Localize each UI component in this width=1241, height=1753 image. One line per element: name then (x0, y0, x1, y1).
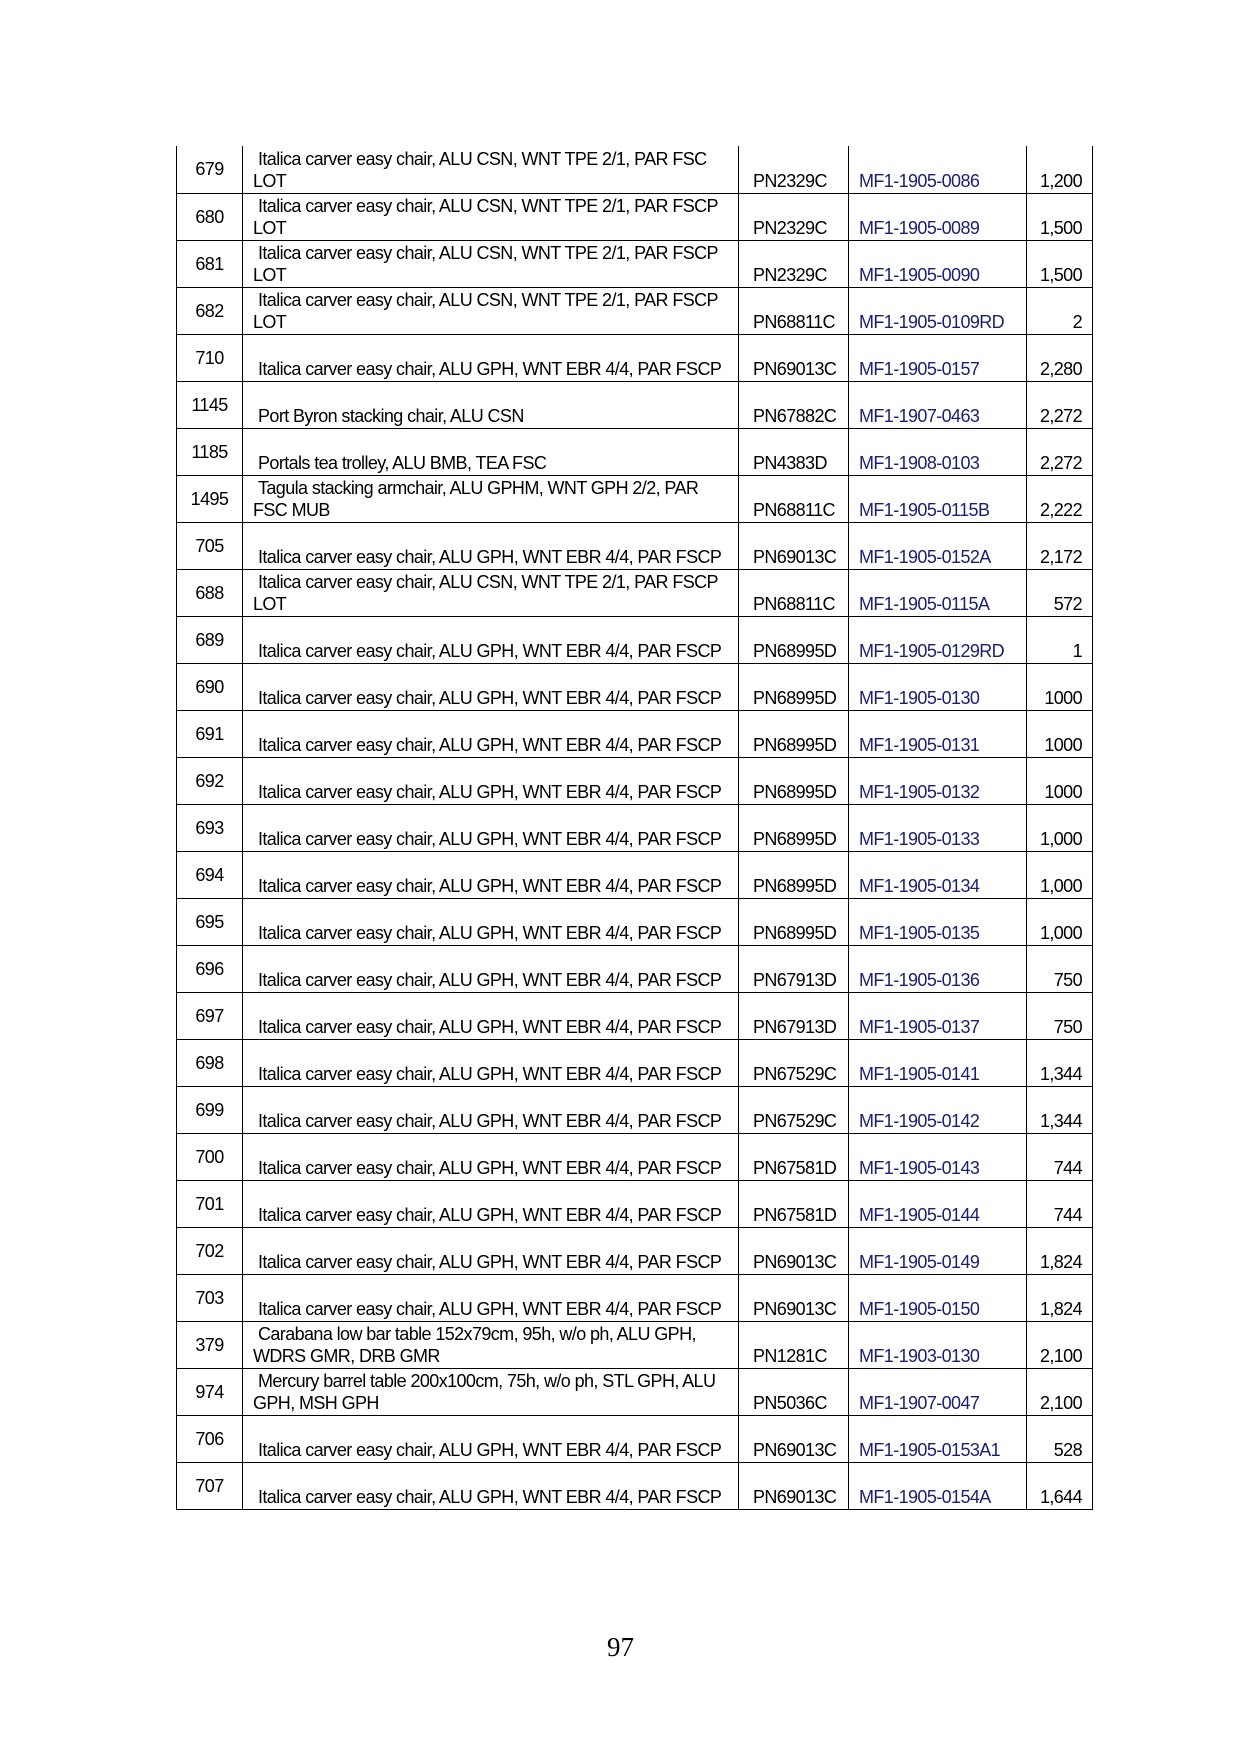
pn-code-cell: PN2329C (739, 193, 849, 240)
pn-code-cell: PN68995D (739, 851, 849, 898)
description-cell: Italica carver easy chair, ALU GPH, WNT EBR 4/4, PAR FSCP (243, 1227, 739, 1274)
quantity-cell: 1000 (1027, 757, 1093, 804)
item-number-cell: 1185 (177, 428, 243, 475)
quantity-cell: 1000 (1027, 663, 1093, 710)
quantity-cell: 1,000 (1027, 804, 1093, 851)
reference-code-cell: MF1-1905-0089 (849, 193, 1027, 240)
pn-code-cell: PN2329C (739, 146, 849, 193)
item-number-cell: 706 (177, 1415, 243, 1462)
table-row (177, 569, 1093, 616)
table-row (177, 757, 1093, 804)
reference-code-cell: MF1-1905-0144 (849, 1180, 1027, 1227)
quantity-cell: 2 (1027, 287, 1093, 334)
item-number-cell: 707 (177, 1462, 243, 1509)
table-row (177, 1415, 1093, 1462)
quantity-cell: 1,200 (1027, 146, 1093, 193)
description-cell: Italica carver easy chair, ALU GPH, WNT EBR 4/4, PAR FSCP (243, 710, 739, 757)
pn-code-cell: PN68995D (739, 898, 849, 945)
table-row (177, 522, 1093, 569)
description-cell: Italica carver easy chair, ALU GPH, WNT EBR 4/4, PAR FSCP (243, 804, 739, 851)
page-number: 97 (607, 1632, 634, 1662)
reference-code-cell: MF1-1905-0137 (849, 992, 1027, 1039)
item-number-cell: 710 (177, 334, 243, 381)
reference-code-cell: MF1-1905-0133 (849, 804, 1027, 851)
reference-code-cell: MF1-1905-0157 (849, 334, 1027, 381)
table-row (177, 1086, 1093, 1133)
quantity-cell: 2,272 (1027, 381, 1093, 428)
description-cell: Italica carver easy chair, ALU CSN, WNT TPE 2/1, PAR FSCP LOT (243, 287, 739, 334)
reference-code-cell: MF1-1905-0136 (849, 945, 1027, 992)
reference-code-cell: MF1-1905-0154A (849, 1462, 1027, 1509)
items-table-container (176, 146, 1092, 1510)
item-number-cell: 689 (177, 616, 243, 663)
table-row (177, 710, 1093, 757)
pn-code-cell: PN68811C (739, 475, 849, 522)
item-number-cell: 690 (177, 663, 243, 710)
table-row (177, 428, 1093, 475)
table-row (177, 381, 1093, 428)
pn-code-cell: PN69013C (739, 1462, 849, 1509)
table-row (177, 240, 1093, 287)
item-number-cell: 701 (177, 1180, 243, 1227)
item-number-cell: 705 (177, 522, 243, 569)
description-cell: Italica carver easy chair, ALU GPH, WNT EBR 4/4, PAR FSCP (243, 945, 739, 992)
description-cell: Italica carver easy chair, ALU GPH, WNT EBR 4/4, PAR FSCP (243, 992, 739, 1039)
table-row (177, 475, 1093, 522)
table-row (177, 1133, 1093, 1180)
item-number-cell: 688 (177, 569, 243, 616)
pn-code-cell: PN67913D (739, 992, 849, 1039)
items-table (176, 146, 1093, 1510)
pn-code-cell: PN67529C (739, 1039, 849, 1086)
description-cell: Italica carver easy chair, ALU GPH, WNT EBR 4/4, PAR FSCP (243, 663, 739, 710)
reference-code-cell: MF1-1905-0130 (849, 663, 1027, 710)
table-row (177, 804, 1093, 851)
quantity-cell: 1,344 (1027, 1039, 1093, 1086)
table-row (177, 945, 1093, 992)
pn-code-cell: PN68811C (739, 569, 849, 616)
pn-code-cell: PN68995D (739, 757, 849, 804)
quantity-cell: 750 (1027, 992, 1093, 1039)
pn-code-cell: PN69013C (739, 522, 849, 569)
item-number-cell: 680 (177, 193, 243, 240)
pn-code-cell: PN67581D (739, 1180, 849, 1227)
item-number-cell: 699 (177, 1086, 243, 1133)
pn-code-cell: PN69013C (739, 1227, 849, 1274)
reference-code-cell: MF1-1905-0142 (849, 1086, 1027, 1133)
quantity-cell: 1,000 (1027, 898, 1093, 945)
item-number-cell: 379 (177, 1321, 243, 1368)
quantity-cell: 1 (1027, 616, 1093, 663)
item-number-cell: 700 (177, 1133, 243, 1180)
reference-code-cell: MF1-1905-0141 (849, 1039, 1027, 1086)
description-cell: Italica carver easy chair, ALU GPH, WNT EBR 4/4, PAR FSCP (243, 616, 739, 663)
quantity-cell: 1,500 (1027, 193, 1093, 240)
quantity-cell: 528 (1027, 1415, 1093, 1462)
pn-code-cell: PN1281C (739, 1321, 849, 1368)
reference-code-cell: MF1-1905-0109RD (849, 287, 1027, 334)
table-row (177, 1039, 1093, 1086)
pn-code-cell: PN68995D (739, 616, 849, 663)
item-number-cell: 682 (177, 287, 243, 334)
pn-code-cell: PN68995D (739, 710, 849, 757)
item-number-cell: 974 (177, 1368, 243, 1415)
quantity-cell: 2,172 (1027, 522, 1093, 569)
item-number-cell: 691 (177, 710, 243, 757)
quantity-cell: 1,000 (1027, 851, 1093, 898)
description-cell: Port Byron stacking chair, ALU CSN (243, 381, 739, 428)
table-row (177, 1462, 1093, 1509)
pn-code-cell: PN69013C (739, 1274, 849, 1321)
description-cell: Italica carver easy chair, ALU CSN, WNT TPE 2/1, PAR FSC LOT (243, 146, 739, 193)
reference-code-cell: MF1-1905-0152A (849, 522, 1027, 569)
item-number-cell: 1495 (177, 475, 243, 522)
reference-code-cell: MF1-1908-0103 (849, 428, 1027, 475)
pn-code-cell: PN69013C (739, 1415, 849, 1462)
reference-code-cell: MF1-1905-0143 (849, 1133, 1027, 1180)
quantity-cell: 2,100 (1027, 1321, 1093, 1368)
quantity-cell: 1,500 (1027, 240, 1093, 287)
quantity-cell: 1,644 (1027, 1462, 1093, 1509)
items-table-body (177, 146, 1093, 1509)
reference-code-cell: MF1-1905-0150 (849, 1274, 1027, 1321)
description-cell: Tagula stacking armchair, ALU GPHM, WNT GPH 2/2, PAR FSC MUB (243, 475, 739, 522)
item-number-cell: 702 (177, 1227, 243, 1274)
reference-code-cell: MF1-1905-0135 (849, 898, 1027, 945)
pn-code-cell: PN67581D (739, 1133, 849, 1180)
quantity-cell: 1,824 (1027, 1227, 1093, 1274)
description-cell: Italica carver easy chair, ALU CSN, WNT TPE 2/1, PAR FSCP LOT (243, 193, 739, 240)
description-cell: Italica carver easy chair, ALU GPH, WNT EBR 4/4, PAR FSCP (243, 1180, 739, 1227)
reference-code-cell: MF1-1905-0149 (849, 1227, 1027, 1274)
quantity-cell: 1,344 (1027, 1086, 1093, 1133)
table-row (177, 1274, 1093, 1321)
table-row (177, 1180, 1093, 1227)
description-cell: Italica carver easy chair, ALU GPH, WNT EBR 4/4, PAR FSCP (243, 1086, 739, 1133)
pn-code-cell: PN68995D (739, 663, 849, 710)
item-number-cell: 695 (177, 898, 243, 945)
quantity-cell: 744 (1027, 1180, 1093, 1227)
table-row (177, 616, 1093, 663)
reference-code-cell: MF1-1905-0134 (849, 851, 1027, 898)
pn-code-cell: PN5036C (739, 1368, 849, 1415)
reference-code-cell: MF1-1907-0047 (849, 1368, 1027, 1415)
quantity-cell: 1000 (1027, 710, 1093, 757)
pn-code-cell: PN69013C (739, 334, 849, 381)
table-row (177, 992, 1093, 1039)
table-row (177, 851, 1093, 898)
item-number-cell: 692 (177, 757, 243, 804)
table-row (177, 663, 1093, 710)
description-cell: Carabana low bar table 152x79cm, 95h, w/o ph, ALU GPH, WDRS GMR, DRB GMR (243, 1321, 739, 1368)
pn-code-cell: PN68811C (739, 287, 849, 334)
description-cell: Italica carver easy chair, ALU GPH, WNT EBR 4/4, PAR FSCP (243, 757, 739, 804)
pn-code-cell: PN67882C (739, 381, 849, 428)
quantity-cell: 1,824 (1027, 1274, 1093, 1321)
quantity-cell: 750 (1027, 945, 1093, 992)
reference-code-cell: MF1-1905-0115A (849, 569, 1027, 616)
description-cell: Italica carver easy chair, ALU GPH, WNT EBR 4/4, PAR FSCP (243, 334, 739, 381)
description-cell: Italica carver easy chair, ALU GPH, WNT EBR 4/4, PAR FSCP (243, 1274, 739, 1321)
table-row (177, 287, 1093, 334)
item-number-cell: 681 (177, 240, 243, 287)
item-number-cell: 693 (177, 804, 243, 851)
description-cell: Italica carver easy chair, ALU GPH, WNT EBR 4/4, PAR FSCP (243, 1415, 739, 1462)
description-cell: Italica carver easy chair, ALU CSN, WNT TPE 2/1, PAR FSCP LOT (243, 240, 739, 287)
description-cell: Italica carver easy chair, ALU GPH, WNT EBR 4/4, PAR FSCP (243, 898, 739, 945)
description-cell: Mercury barrel table 200x100cm, 75h, w/o ph, STL GPH, ALU GPH, MSH GPH (243, 1368, 739, 1415)
quantity-cell: 572 (1027, 569, 1093, 616)
reference-code-cell: MF1-1905-0090 (849, 240, 1027, 287)
reference-code-cell: MF1-1905-0131 (849, 710, 1027, 757)
description-cell: Italica carver easy chair, ALU GPH, WNT EBR 4/4, PAR FSCP (243, 522, 739, 569)
reference-code-cell: MF1-1905-0086 (849, 146, 1027, 193)
description-cell: Italica carver easy chair, ALU GPH, WNT EBR 4/4, PAR FSCP (243, 1039, 739, 1086)
item-number-cell: 697 (177, 992, 243, 1039)
pn-code-cell: PN67913D (739, 945, 849, 992)
description-cell: Italica carver easy chair, ALU CSN, WNT TPE 2/1, PAR FSCP LOT (243, 569, 739, 616)
table-row (177, 146, 1093, 193)
table-row (177, 1368, 1093, 1415)
reference-code-cell: MF1-1905-0115B (849, 475, 1027, 522)
table-row (177, 898, 1093, 945)
reference-code-cell: MF1-1905-0153A1 (849, 1415, 1027, 1462)
item-number-cell: 679 (177, 146, 243, 193)
pn-code-cell: PN67529C (739, 1086, 849, 1133)
description-cell: Italica carver easy chair, ALU GPH, WNT EBR 4/4, PAR FSCP (243, 1133, 739, 1180)
reference-code-cell: MF1-1903-0130 (849, 1321, 1027, 1368)
table-row (177, 193, 1093, 240)
item-number-cell: 694 (177, 851, 243, 898)
quantity-cell: 2,222 (1027, 475, 1093, 522)
description-cell: Portals tea trolley, ALU BMB, TEA FSC (243, 428, 739, 475)
table-row (177, 334, 1093, 381)
item-number-cell: 696 (177, 945, 243, 992)
quantity-cell: 2,280 (1027, 334, 1093, 381)
pn-code-cell: PN68995D (739, 804, 849, 851)
table-row (177, 1227, 1093, 1274)
item-number-cell: 703 (177, 1274, 243, 1321)
quantity-cell: 2,100 (1027, 1368, 1093, 1415)
description-cell: Italica carver easy chair, ALU GPH, WNT EBR 4/4, PAR FSCP (243, 1462, 739, 1509)
pn-code-cell: PN4383D (739, 428, 849, 475)
pn-code-cell: PN2329C (739, 240, 849, 287)
quantity-cell: 2,272 (1027, 428, 1093, 475)
quantity-cell: 744 (1027, 1133, 1093, 1180)
item-number-cell: 698 (177, 1039, 243, 1086)
description-cell: Italica carver easy chair, ALU GPH, WNT EBR 4/4, PAR FSCP (243, 851, 739, 898)
table-row (177, 1321, 1093, 1368)
reference-code-cell: MF1-1905-0132 (849, 757, 1027, 804)
reference-code-cell: MF1-1905-0129RD (849, 616, 1027, 663)
reference-code-cell: MF1-1907-0463 (849, 381, 1027, 428)
item-number-cell: 1145 (177, 381, 243, 428)
